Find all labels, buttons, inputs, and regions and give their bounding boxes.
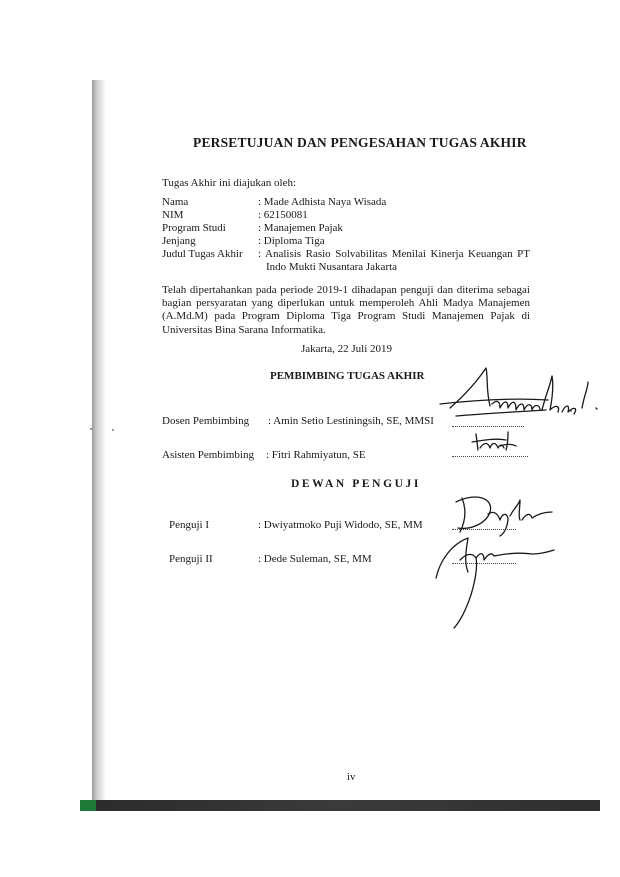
penguji-2-name: : Dede Suleman, SE, MM bbox=[258, 553, 372, 565]
signature-dosen-pembimbing bbox=[436, 364, 616, 436]
penguji-1-name: : Dwiyatmoko Puji Widodo, SE, MM bbox=[258, 519, 423, 531]
field-label-nama: Nama bbox=[162, 196, 189, 208]
penguji-2-label: Penguji II bbox=[169, 553, 213, 565]
field-value-nama: : Made Adhista Naya Wisada bbox=[258, 196, 387, 208]
field-label-program-studi: Program Studi bbox=[162, 222, 226, 234]
pembimbing-heading: PEMBIMBING TUGAS AKHIR bbox=[270, 370, 425, 382]
field-label-nim: NIM bbox=[162, 209, 184, 221]
place-date: Jakarta, 22 Juli 2019 bbox=[301, 343, 393, 355]
dosen-pembimbing-label: Dosen Pembimbing bbox=[162, 415, 250, 427]
signature-penguji-2 bbox=[432, 530, 562, 630]
signature-asisten-pembimbing bbox=[470, 428, 530, 454]
field-value-jenjang: : Diploma Tiga bbox=[258, 235, 325, 247]
dosen-pembimbing-name: : Amin Setio Lestiningsih, SE, MMSI bbox=[268, 415, 434, 427]
field-value-program-studi: : Manajemen Pajak bbox=[258, 222, 343, 234]
penguji-heading: DEWAN PENGUJI bbox=[291, 478, 421, 490]
asisten-pembimbing-name: : Fitri Rahmiyatun, SE bbox=[266, 449, 366, 461]
scan-speck bbox=[112, 429, 114, 431]
intro-text: Tugas Akhir ini diajukan oleh: bbox=[162, 177, 297, 189]
page-title: PERSETUJUAN DAN PENGESAHAN TUGAS AKHIR bbox=[193, 135, 527, 150]
field-value-nim: : 62150081 bbox=[258, 209, 308, 221]
scan-edge-bar bbox=[80, 800, 600, 811]
field-label-judul: Judul Tugas Akhir bbox=[162, 248, 243, 260]
scan-edge-accent bbox=[80, 800, 96, 811]
asisten-pembimbing-label: Asisten Pembimbing bbox=[162, 449, 254, 461]
penguji-1-label: Penguji I bbox=[169, 519, 210, 531]
statement-paragraph: Telah dipertahankan pada periode 2019-1 dihadapan penguji dan diterima sebagai bagian persyaratan yang diperlukan untuk memperoleh Ahli Madya Manajemen (A.Md.M) pada Program Diploma Tiga Program Studi Manajemen Pajak di Universitas Bina Sarana Informatika. bbox=[162, 284, 530, 336]
binding-shadow bbox=[92, 80, 106, 805]
field-value-judul: : Analisis Rasio Solvabilitas Menilai Kinerja Keuangan PT bbox=[258, 248, 530, 260]
field-value-judul-line2: Indo Mukti Nusantara Jakarta bbox=[266, 261, 398, 273]
field-label-jenjang: Jenjang bbox=[162, 235, 196, 247]
signature-line bbox=[452, 456, 528, 457]
scan-speck bbox=[90, 428, 92, 430]
page-number: iv bbox=[347, 771, 356, 783]
